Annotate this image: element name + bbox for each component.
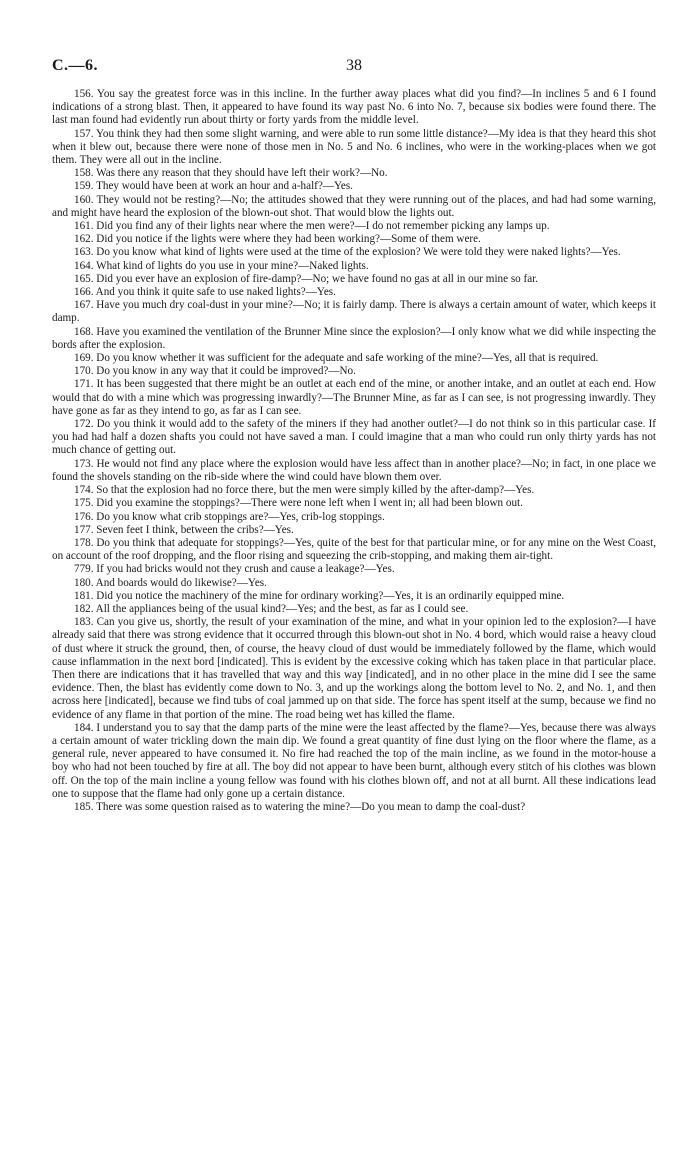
question-167: 167. Have you much dry coal-dust in your mine?—No; it is fairly damp. There is always a certain amount of water, which keeps it damp. xyxy=(52,299,656,325)
page-header xyxy=(52,57,656,79)
question-182: 182. All the appliances being of the usual kind?—Yes; and the best, as far as I could see. xyxy=(74,602,469,615)
document-reference: C.—6. xyxy=(52,57,99,74)
question-175: 175. Did you examine the stoppings?—There were none left when I went in; all had been blown out. xyxy=(74,497,523,510)
question-172: 172. Do you think it would add to the safety of the miners if they had another outlet?—I do not think so in this particular case. If you had had half a dozen shafts you could not have saved a man. I could imagine that a man who could run only thirty yards has not much chance of getting out. xyxy=(52,418,656,457)
question-164: 164. What kind of lights do you use in your mine?—Naked lights. xyxy=(74,259,369,272)
evidence-transcript xyxy=(52,88,656,814)
question-159: 159. They would have been at work an hour and a-half?—Yes. xyxy=(74,180,353,193)
question-170: 170. Do you know in any way that it could be improved?—No. xyxy=(74,365,356,378)
question-158: 158. Was there any reason that they should have left their work?—No. xyxy=(74,167,388,180)
question-163: 163. Do you know what kind of lights were used at the time of the explosion? We were told they were naked lights?—Yes. xyxy=(74,246,621,259)
question-160: 160. They would not be resting?—No; the attitudes showed that they were running out of the places, and had had some warning, and might have heard the explosion of the blown-out shot. That would blow the lights out. xyxy=(52,193,656,219)
question-179: 779. If you had bricks would not they crush and cause a leakage?—Yes. xyxy=(74,563,395,576)
question-161: 161. Did you find any of their lights near where the men were?—I do not remember picking any lamps up. xyxy=(74,220,550,233)
question-171: 171. It has been suggested that there might be an outlet at each end of the mine, or another intake, and an outlet at each end. How would that do with a mine which was progressing inwardly?—The Brunner Mine, as far as I can see, is not progressing inwardly. They have gone as far as they intend to go, as far as I can see. xyxy=(52,378,656,417)
question-162: 162. Did you notice if the lights were where they had been working?—Some of them were. xyxy=(74,233,481,246)
question-166: 166. And you think it quite safe to use naked lights?—Yes. xyxy=(74,286,336,299)
question-184: 184. I understand you to say that the damp parts of the mine were the least affected by the flame?—Yes, because there was always a certain amount of water trickling down the main dip. We found a great quantity of fine dust lying on the floor where the flame, as a general rule, never appeared to have consumed it. No fire had reached the top of the main incline, as we found in the motor-house a boy who had not been touched by fire at all. The boy did not appear to have been burnt, although every stitch of his clothes was blown off. On the top of the main incline a young fellow was found with his clothes blown off, and not at all burnt. All these indications lead one to suppose that the flame had only gone up a certain distance. xyxy=(52,721,656,800)
question-156: 156. You say the greatest force was in this incline. In the further away places what did you find?—In inclines 5 and 6 I found indications of a strong blast. Then, it appeared to have found its way past No. 6 into No. 7, because six bodies were found there. The last man found had evidently run about thirty or forty yards from the middle level. xyxy=(52,88,656,127)
question-165: 165. Did you ever have an explosion of fire-damp?—No; we have found no gas at all in our mine so far. xyxy=(74,272,539,285)
question-173: 173. He would not find any place where the explosion would have less affect than in another place?—No; in fact, in one place we found the shovels standing on the rib-side where the wind could have blown them over. xyxy=(52,457,656,483)
question-183: 183. Can you give us, shortly, the result of your examination of the mine, and what in your opinion led to the explosion?—I have already said that there was strong evidence that it occurred through this blown-out shot in No. 4 bord, which would raise a heavy cloud of dust where it struck the ground, then, of course, the heavy cloud of dust would be immediately followed by the flame, which would cause inflammation in the next bord [indicated]. This is evident by the excessive coking which has taken place in that particular place. Then there are indications that it has travelled that way and this way [indicated], and in no other place in the mine did I see the same evidence. Then, the blast has evidently come down to No. 3, and up the workings along the bottom level to No. 2, and No. 1, and then across here [indicated], because we find tubs of coal jammed up on that side. The force has spent itself at the sump, because we find no evidence of any flame in that portion of the mine. The road being wet has killed the flame. xyxy=(52,616,656,721)
question-177: 177. Seven feet I think, between the cribs?—Yes. xyxy=(74,523,294,536)
question-180: 180. And boards would do likewise?—Yes. xyxy=(74,576,267,589)
question-169: 169. Do you know whether it was sufficient for the adequate and safe working of the mine?—Yes, all that is required. xyxy=(74,352,599,365)
page-number: 38 xyxy=(346,57,362,74)
question-168: 168. Have you examined the ventilation of the Brunner Mine since the explosion?—I only know what we did while inspecting the bords after the explosion. xyxy=(52,325,656,351)
question-157: 157. You think they had then some slight warning, and were able to run some little distance?—My idea is that they heard this shot when it blew out, because there were none of those men in No. 5 and No. 6 inclines, who were in the working-places when we got them. They were all out in the incline. xyxy=(52,127,656,167)
question-178: 178. Do you think that adequate for stoppings?—Yes, quite of the best for that particular mine, or for any mine on the West Coast, on account of the roof dropping, and the floor rising and squeezing the crib-stopping, and making them air-tight. xyxy=(52,536,656,563)
question-185: 185. There was some question raised as to watering the mine?—Do you mean to damp the coal-dust? xyxy=(74,800,526,813)
question-181: 181. Did you notice the machinery of the mine for ordinary working?—Yes, it is an ordinarily equipped mine. xyxy=(74,589,565,602)
question-174: 174. So that the explosion had no force there, but the men were simply killed by the after-damp?—Yes. xyxy=(74,484,535,497)
question-176: 176. Do you know what crib stoppings are?—Yes, crib-log stoppings. xyxy=(74,510,385,523)
